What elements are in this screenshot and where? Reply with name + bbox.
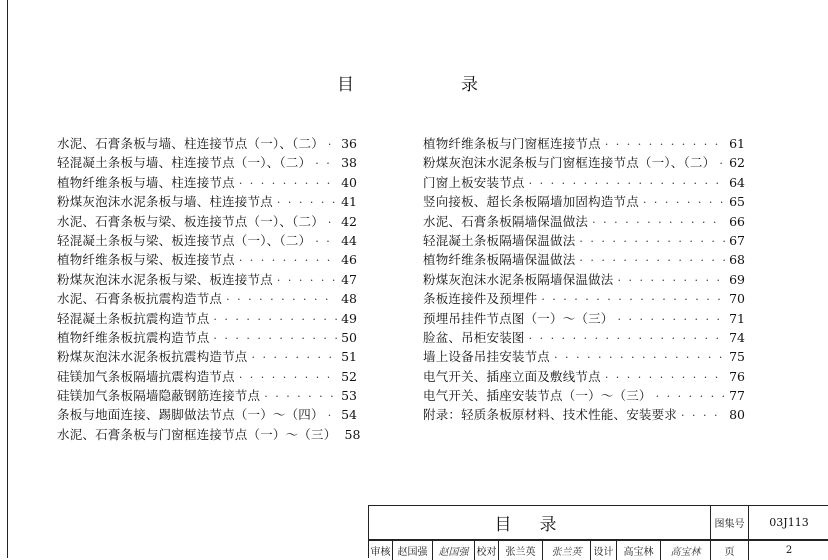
toc-entry-title: 电气开关、插座安装节点（一）～（三） [423,388,652,404]
toc-entry-page: 53 [341,388,357,404]
toc-leader-dots [328,138,337,151]
toc-leader-dots [643,196,725,209]
proofer-name: 张兰英 [499,541,543,560]
toc-entry-page: 67 [729,232,745,248]
toc-leader-dots [605,138,725,151]
toc-leader-dots [554,351,725,364]
reviewer-name: 赵国强 [393,541,433,560]
toc-entry-title: 轻混凝土条板隔墙保温做法 [423,232,576,248]
toc-entry-page: 42 [341,213,357,229]
toc-entry-title: 水泥、石膏条板与墙、柱连接节点（一）、（二） [57,136,324,151]
toc-leader-dots [315,235,337,248]
toc-entry-title: 脸盆、吊柜安装图 [423,329,525,345]
toc-leader-dots [264,390,337,403]
toc-left-column [57,134,361,444]
toc-entry-title: 粉煤灰泡沫水泥条板隔墙保温做法 [423,271,614,287]
toc-entry-page: 62 [729,155,745,171]
toc-entry-title: 硅镁加气条板隔墙隐蔽钢筋连接节点 [57,388,261,404]
toc-entry [57,367,357,386]
toc-entry-page: 69 [729,271,745,287]
toc-entry [423,212,745,231]
toc-entry [57,289,357,308]
toc-leader-dots [277,274,337,287]
toc-entry [57,212,357,231]
toc-entry-page: 51 [341,349,357,365]
toc-entry [57,250,357,269]
toc-entry-page: 48 [341,291,357,307]
toc-entry [57,134,357,153]
toc-leader-dots [315,157,337,170]
toc-entry-page: 58 [344,426,361,442]
heading-right-char: 录 [461,75,478,95]
toc-entry [423,309,745,328]
designer-signature: 高宝林 [661,541,711,560]
toc-entry-title: 竖向接板、超长条板隔墙加固构造节点 [423,194,639,210]
toc-leader-dots [277,196,337,209]
toc-leader-dots [529,332,725,345]
toc-entry [57,192,357,211]
toc-entry-page: 75 [729,349,745,365]
toc-entry-page: 41 [341,194,357,210]
toc-entry [57,231,357,250]
toc-entry-page: 70 [729,291,745,307]
page-label: 页 [711,541,749,560]
toc-entry-page: 36 [341,136,357,151]
atlas-number: 03J113 [749,506,828,540]
toc-leader-dots [681,409,725,422]
toc-entry [423,347,745,366]
toc-entry-page: 40 [341,174,357,190]
toc-entry [423,270,745,289]
toc-entry-title: 墙上设备吊挂安装节点 [423,349,551,365]
toc-entry [57,309,357,328]
toc-entry-page: 54 [341,407,357,423]
toc-entry [423,231,745,250]
toc-entry [423,153,745,172]
toc-entry [57,173,357,192]
toc-leader-dots [226,293,337,306]
toc-entry-title: 附录：轻质条板原材料、技术性能、安装要求 [423,407,678,423]
toc-entry-title: 粉煤灰泡沫水泥条板与门窗框连接节点（一）、（二） [423,155,716,171]
toc-leader-dots [529,177,725,190]
toc-entry-page: 49 [341,310,357,326]
toc-entry-title: 电气开关、插座立面及敷线节点 [423,368,601,384]
toc-entry [57,425,361,444]
toc-entry-title: 植物纤维条板与墙、柱连接节点 [57,174,235,190]
toc-entry-title: 水泥、石膏条板与门窗框连接节点（一）～（三） [57,426,337,442]
toc-entry-title: 植物纤维条板抗震构造节点 [57,329,210,345]
toc-entry [57,405,357,424]
title-block [368,505,828,558]
toc-entry-title: 水泥、石膏条板抗震构造节点 [57,291,223,307]
toc-entry [423,134,745,153]
atlas-number-label: 图集号 [711,506,749,540]
toc-entry [57,386,357,405]
toc-entry-page: 65 [729,194,745,210]
toc-entry-title: 植物纤维条板隔墙保温做法 [423,252,576,268]
toc-entry-title: 门窗上板安装节点 [423,174,525,190]
toc-entry-title: 水泥、石膏条板隔墙保温做法 [423,213,589,229]
toc-entry-title: 条板连接件及预埋件 [423,291,538,307]
toc-entry [423,405,745,424]
toc-leader-dots [239,254,337,267]
toc-entry-page: 80 [729,407,745,423]
designer-name: 高宝林 [617,541,661,560]
review-label: 审核 [369,541,393,560]
toc-entry [57,270,357,289]
toc-entry [423,173,745,192]
design-label: 设计 [591,541,617,560]
toc-leader-dots [239,177,337,190]
toc-entry [423,192,745,211]
toc-entry-title: 水泥、石膏条板与梁、板连接节点（一）、（二） [57,213,324,229]
toc-entry-page: 50 [341,329,357,345]
toc-entry-page: 46 [341,252,357,268]
toc-leader-dots [719,157,725,170]
toc-entry [423,289,745,308]
toc-entry-title: 粉煤灰泡沫水泥条板与墙、柱连接节点 [57,194,273,210]
toc-leader-dots [213,332,337,345]
toc-right-column [423,134,745,425]
proofer-signature: 张兰英 [543,541,591,560]
toc-leader-dots [541,293,725,306]
toc-entry [423,367,745,386]
toc-entry-page: 71 [729,310,745,326]
toc-leader-dots [579,254,725,267]
toc-leader-dots [252,351,337,364]
toc-entry [423,328,745,347]
toc-leader-dots [239,371,337,384]
toc-leader-dots [592,216,725,229]
toc-entry [423,386,745,405]
toc-leader-dots [618,274,725,287]
toc-entry-page: 66 [729,213,745,229]
toc-leader-dots [579,235,725,248]
toc-entry-page: 68 [729,252,745,268]
toc-entry-title: 轻混凝土条板与墙、柱连接节点（一）、（二） [57,155,312,171]
toc-entry-page: 77 [729,388,745,404]
toc-entry-title: 植物纤维条板与梁、板连接节点 [57,252,235,268]
toc-entry-page: 64 [729,174,745,190]
toc-entry [57,328,357,347]
toc-entry-title: 粉煤灰泡沫水泥条板与梁、板连接节点 [57,271,273,287]
toc-leader-dots [213,313,337,326]
page-number: 2 [785,545,793,556]
toc-entry-page: 47 [341,271,357,287]
signature-row [369,540,828,559]
toc-entry-title: 轻混凝土条板抗震构造节点 [57,310,210,326]
toc-entry-page: 61 [729,136,745,151]
toc-entry-title: 粉煤灰泡沫水泥条板抗震构造节点 [57,349,248,365]
toc-leader-dots [618,313,725,326]
proof-label: 校对 [475,541,499,560]
toc-entry [57,153,357,172]
toc-entry-title: 轻混凝土条板与梁、板连接节点（一）、（二） [57,232,312,248]
toc-entry-page: 74 [729,329,745,345]
toc-entry-title: 植物纤维条板与门窗框连接节点 [423,136,601,151]
toc-entry-title: 预埋吊挂件节点图（一）～（三） [423,310,614,326]
toc-leader-dots [605,371,725,384]
toc-entry-page: 38 [341,155,357,171]
title-block-title: 目录 [369,506,711,540]
reviewer-signature: 赵国强 [433,541,475,560]
toc-leader-dots [328,409,337,422]
toc-entry-page: 76 [729,368,745,384]
toc-entry-page: 52 [341,368,357,384]
toc-entry [423,250,745,269]
toc-entry-title: 硅镁加气条板隔墙抗震构造节点 [57,368,235,384]
toc-leader-dots [656,390,725,403]
toc-entry-title: 条板与地面连接、踢脚做法节点（一）～（四） [57,407,324,423]
toc-entry [57,347,357,366]
toc-entry-page: 44 [341,232,357,248]
heading-left-char: 目 [337,75,354,95]
toc-leader-dots [328,216,337,229]
